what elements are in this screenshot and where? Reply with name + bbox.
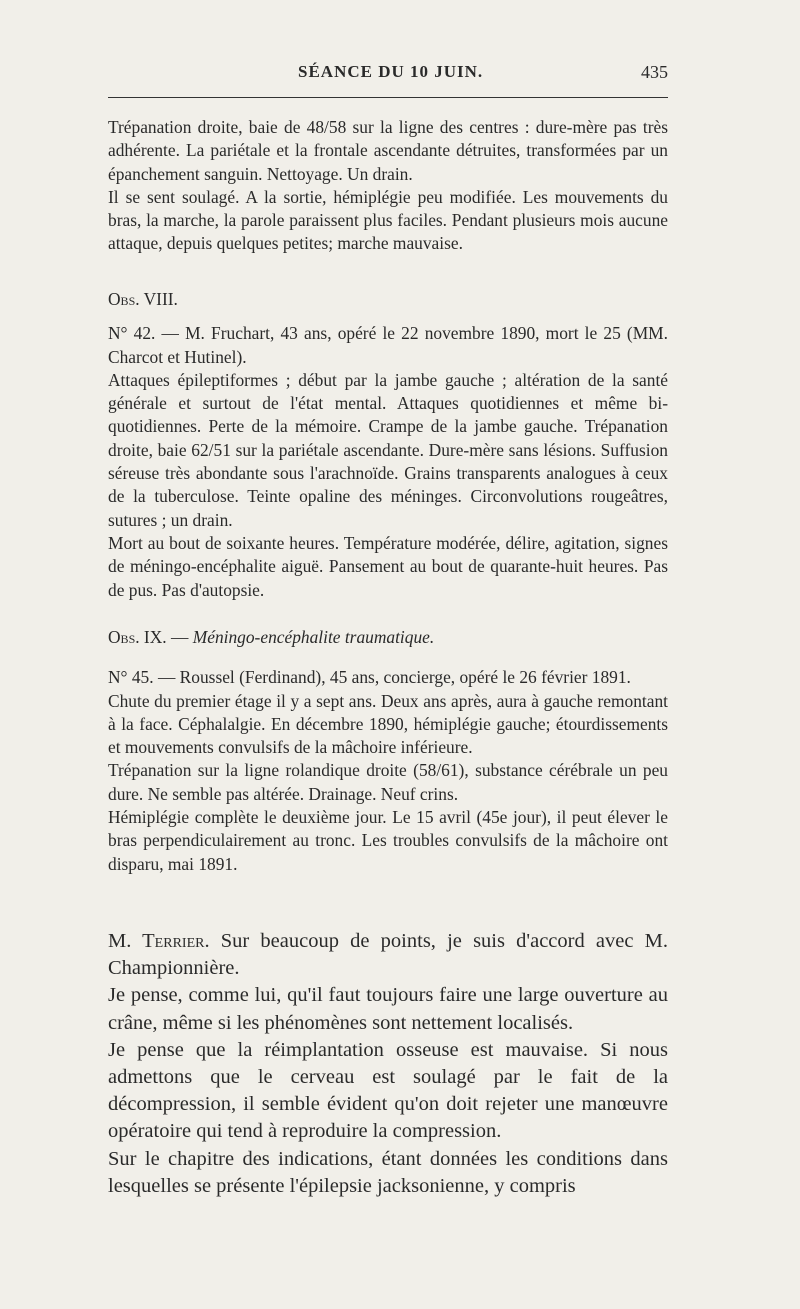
paragraph: Il se sent soulagé. A la sortie, hémiplégie peu modifiée. Les mouvements du bras, la marche, la parole paraissent plus faciles. Pendant plusieurs mois aucune attaque, depuis quelques petites; marche mauvaise. xyxy=(108,186,668,254)
paragraph: Je pense que la réimplantation osseuse est mauvaise. Si nous admettons que le cerveau est soulagé par le fait de la décompression, il semble évident qu'on doit rejeter une manœuvre opératoire qui tend à reproduire la compression. xyxy=(108,1038,668,1143)
paragraph: Chute du premier étage il y a sept ans. Deux ans après, aura à gauche remontant à la face. Céphalalgie. En décembre 1890, hémiplégie gauche; étourdissements et mouvements convulsifs de la mâchoire inférieure. xyxy=(108,690,668,758)
paragraph: Trépanation droite, baie de 48/58 sur la ligne des centres : dure-mère pas très adhérente. La pariétale et la frontale ascendante détruites, transformées par un épanchement sanguin. Nettoyage. Un drain. xyxy=(108,117,668,184)
paragraph: N° 42. — M. Fruchart, 43 ans, opéré le 22 novembre 1890, mort le 25 (MM. Charcot et Hutinel). xyxy=(108,323,668,367)
discussion xyxy=(108,928,668,1200)
header-rule xyxy=(108,97,668,98)
page-header xyxy=(108,62,668,86)
observation-label: Obs. IX. xyxy=(108,627,167,647)
paragraph: Trépanation sur la ligne rolandique droite (58/61), substance cérébrale un peu dure. Ne semble pas altérée. Drainage. Neuf crins. xyxy=(108,760,668,804)
heading-dash: — xyxy=(166,627,193,647)
observation-ix xyxy=(108,626,668,876)
paragraph: Je pense, comme lui, qu'il faut toujours faire une large ouverture au crâne, même si les phénomènes sont nettement localisés. xyxy=(108,984,668,1034)
paragraph-text: Sur beaucoup de points, je suis d'accord avec M. Championnière. xyxy=(108,930,668,980)
paragraph: N° 45. — Roussel (Ferdinand), 45 ans, concierge, opéré le 26 février 1891. xyxy=(108,667,631,688)
speaker-name: M. Terrier. xyxy=(108,930,210,952)
observation-viii xyxy=(108,288,668,602)
paragraph xyxy=(108,928,668,982)
observation-title: Méningo-encéphalite traumatique. xyxy=(192,627,435,647)
observation-heading xyxy=(108,626,668,649)
page-number: 435 xyxy=(641,62,668,82)
paragraph: Sur le chapitre des indications, étant données les conditions dans lesquelles se présente l'épilepsie jacksonienne, y compris xyxy=(108,1147,668,1197)
running-title: SÉANCE DU 10 JUIN. xyxy=(298,62,484,81)
paragraph: Hémiplégie complète le deuxième jour. Le 15 avril (45e jour), il peut élever le bras perpendiculairement au tronc. Les troubles convulsifs de la mâchoire ont disparu, mai 1891. xyxy=(108,807,668,874)
paragraph: Mort au bout de soixante heures. Température modérée, délire, agitation, signes de méningo-encéphalite aiguë. Pansement au bout de quarante-huit heures. Pas de pus. Pas d'autopsie. xyxy=(108,532,668,600)
observation-heading: Obs. VIII. xyxy=(108,289,178,309)
paragraph: Attaques épileptiformes ; début par la jambe gauche ; altération de la santé générale et surtout de l'état mental. Attaques quotidiennes et même bi-quotidiennes. Perte de la mémoire. Crampe de la jambe gauche. Trépanation droite, baie 62/51 sur la pariétale ascendante. Dure-mère sans lésions. Suffusion séreuse très abondante sous l'arachnoïde. Grains transparents analogues à ceux de la tuberculose. Teinte opaline des méninges. Circonvolutions rougeâtres, sutures ; un drain. xyxy=(108,369,668,530)
observation-continuation xyxy=(108,116,668,256)
